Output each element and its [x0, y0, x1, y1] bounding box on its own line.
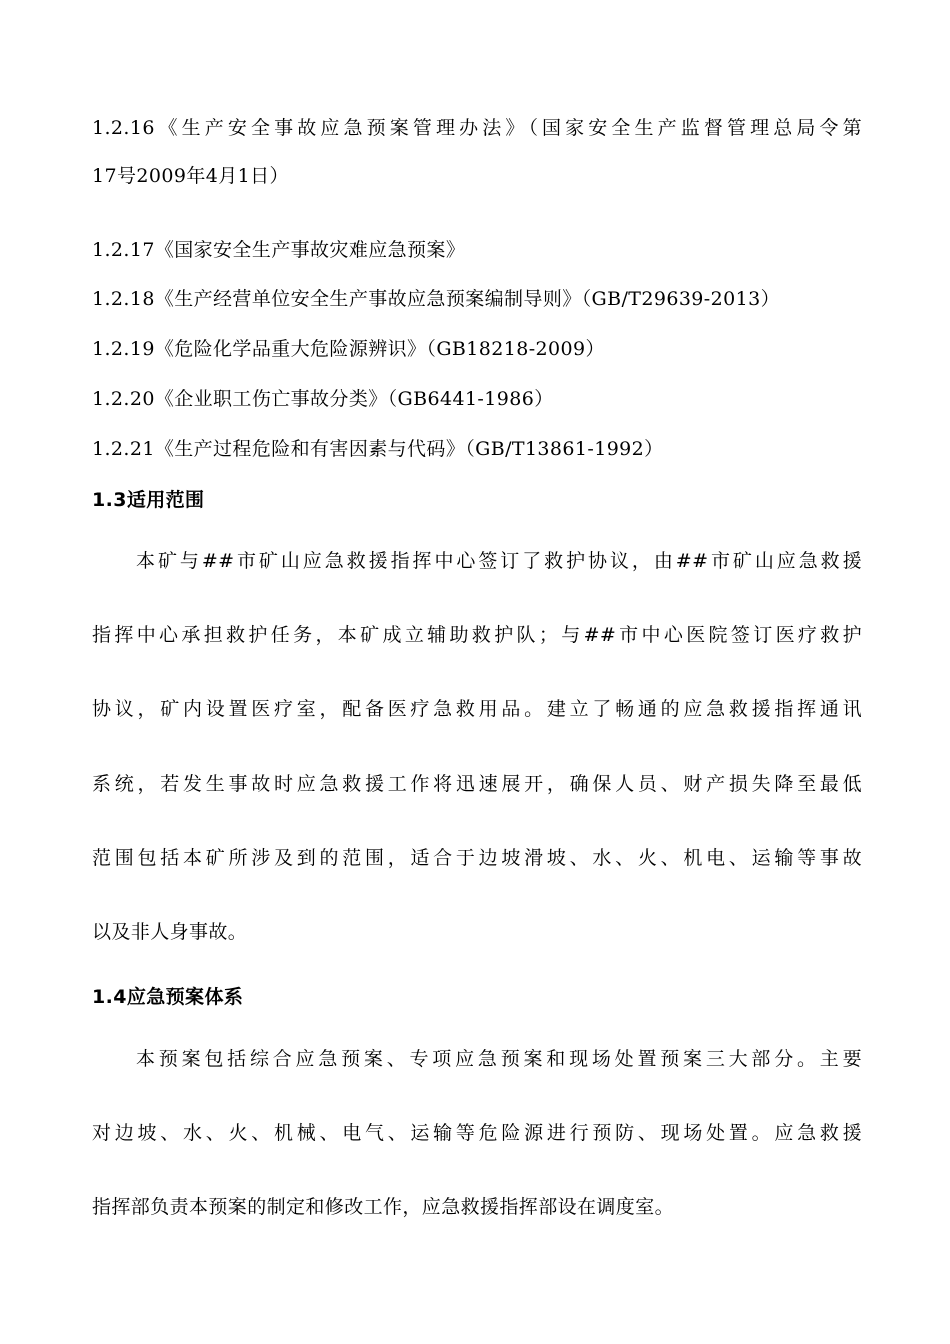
section-heading-scope: 1.3适用范围: [92, 489, 205, 511]
scope-paragraph-line-5: 范围包括本矿所涉及到的范围，适合于边坡滑坡、水、火、机电、运输等事故: [92, 847, 862, 869]
scope-paragraph-line-6: 以及非人身事故。: [92, 921, 248, 943]
reference-1-2-19: 1.2.19《危险化学品重大危险源辨识》（GB18218-2009）: [92, 338, 605, 360]
section-heading-plan-system: 1.4应急预案体系: [92, 986, 244, 1008]
plan-system-paragraph-line-2: 对边坡、水、火、机械、电气、运输等危险源进行预防、现场处置。应急救援: [92, 1122, 862, 1144]
reference-1-2-17: 1.2.17《国家安全生产事故灾难应急预案》: [92, 239, 466, 261]
scope-paragraph-line-2: 指挥中心承担救护任务，本矿成立辅助救护队；与##市中心医院签订医疗救护: [92, 624, 862, 646]
scope-paragraph-line-4: 系统，若发生事故时应急救援工作将迅速展开，确保人员、财产损失降至最低: [92, 773, 862, 795]
scope-paragraph-line-1: 本矿与##市矿山应急救援指挥中心签订了救护协议，由##市矿山应急救援: [136, 550, 862, 572]
plan-system-paragraph-line-3: 指挥部负责本预案的制定和修改工作，应急救援指挥部设在调度室。: [92, 1196, 675, 1218]
plan-system-paragraph-line-1: 本预案包括综合应急预案、专项应急预案和现场处置预案三大部分。主要: [136, 1048, 862, 1070]
reference-1-2-16-line1: 1.2.16《生产安全事故应急预案管理办法》（国家安全生产监督管理总局令第: [92, 117, 862, 139]
reference-1-2-20: 1.2.20《企业职工伤亡事故分类》（GB6441-1986）: [92, 388, 554, 410]
reference-1-2-18: 1.2.18《生产经营单位安全生产事故应急预案编制导则》（GB/T29639-2013）: [92, 288, 780, 310]
reference-1-2-21: 1.2.21《生产过程危险和有害因素与代码》（GB/T13861-1992）: [92, 438, 664, 460]
reference-1-2-16-line2: 17号2009年4月1日）: [92, 165, 289, 187]
scope-paragraph-line-3: 协议，矿内设置医疗室，配备医疗急救用品。建立了畅通的应急救援指挥通讯: [92, 698, 862, 720]
